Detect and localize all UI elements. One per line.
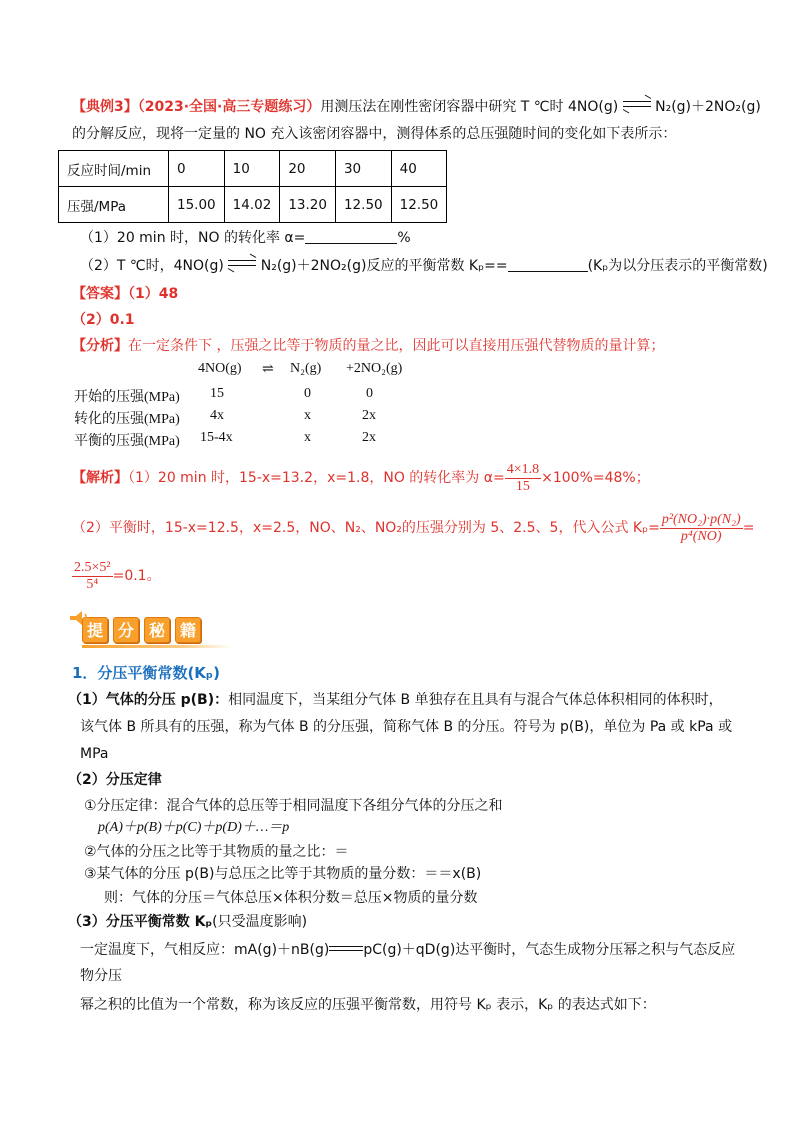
- fraction-numerator: 4×1.8: [506, 461, 540, 477]
- badge-char: 提: [82, 617, 108, 643]
- pressure-time-table: [58, 150, 447, 223]
- table-cell: 40: [391, 151, 447, 187]
- ice-cell: x: [304, 430, 311, 445]
- ice-cell: x: [304, 408, 311, 423]
- solution-tag: 【解析】: [72, 470, 128, 486]
- question-1-text: （1）20 min 时，NO 的转化率 α=: [80, 230, 306, 246]
- answer-2: （2）0.1: [72, 312, 135, 328]
- solution-2-text: （2）平衡时，15-x=12.5，x=2.5，NO、N₂、NO₂的压强分别为 5、2.5、5，代入公式 Kₚ=: [72, 520, 660, 536]
- example-source: （2023·全国·高三专题练习）: [137, 99, 321, 115]
- fraction-denominator: 5⁴: [86, 576, 99, 592]
- ice-cell: 2x: [362, 430, 376, 445]
- table-cell: 反应时间/min: [59, 151, 169, 187]
- table-row-pressure: [59, 187, 447, 223]
- section-p2-line4: ③某气体的分压 p(B)与总压之比等于其物质的量分数：＝＝x(B): [84, 866, 482, 882]
- badge-underline: [82, 645, 232, 648]
- solution-1-text: （1）20 min 时，15-x=13.2，x=1.8，NO 的转化率为 α=: [128, 470, 505, 486]
- section-p2-line2: p(A)＋p(B)＋p(C)＋p(D)＋…＝p: [98, 820, 290, 835]
- table-cell: 13.20: [280, 187, 336, 223]
- section-p2-line5: 则：气体的分压＝气体总压×体积分数＝总压×物质的量分数: [104, 890, 478, 906]
- badge-char: 秘: [144, 617, 170, 643]
- fraction-kp: [660, 512, 743, 545]
- equilibrium-arrow-icon: [228, 257, 256, 269]
- question-2-text-b: N₂(g)＋2NO₂(g)反应的平衡常数 Kₚ==: [260, 258, 508, 274]
- ice-cell: 4x: [210, 408, 224, 423]
- section-p3-head-line: [68, 912, 307, 932]
- section-p2-line1: ①分压定律：混合气体的总压等于相同温度下各组分气体的分压之和: [84, 798, 503, 814]
- answer-blank: [305, 230, 397, 244]
- answer-1: （1）48: [128, 286, 179, 302]
- section-p1-line3: MPa: [80, 746, 109, 762]
- question-1-unit: %: [397, 230, 411, 246]
- ice-cell: 2x: [362, 408, 376, 423]
- table-cell: 14.02: [224, 187, 280, 223]
- section-p3-line3: 幂之积的比值为一个常数，称为该反应的压强平衡常数，用符号 Kₚ 表示，Kₚ 的表达式如下：: [80, 997, 656, 1013]
- section-p3-head: （3）分压平衡常数 Kₚ: [68, 914, 213, 930]
- example-stem-line1: [72, 97, 761, 117]
- fraction: [505, 462, 541, 495]
- section-p1-head: （1）气体的分压 p(B)：: [68, 692, 229, 708]
- answer-line-1: [72, 284, 178, 304]
- section-p3-note: (只受温度影响): [212, 914, 308, 930]
- table-cell: 20: [280, 151, 336, 187]
- fraction: [72, 560, 113, 593]
- ice-header-product-2: +2NO₂(g): [346, 361, 403, 376]
- equilibrium-arrow-icon: [329, 943, 363, 953]
- table-cell: 12.50: [335, 187, 391, 223]
- ice-cell: 15: [210, 386, 224, 401]
- ice-row-label: 平衡的压强(MPa): [74, 434, 180, 449]
- analysis-tag: 【分析】: [72, 338, 128, 354]
- solution-3-result: =0.1。: [112, 568, 161, 584]
- badge-char: 分: [113, 617, 139, 643]
- ice-cell: 15-4x: [200, 430, 233, 445]
- analysis-text: 在一定条件下 ，压强之比等于物质的量之比，因此可以直接用压强代替物质的量计算；: [128, 338, 665, 354]
- table-cell: 12.50: [391, 187, 447, 223]
- section-p1-text: 相同温度下，当某组分气体 B 单独存在且具有与混合气体总体积相同的体积时，: [228, 692, 723, 708]
- ice-cell: 0: [366, 386, 373, 401]
- question-2-text-c: (Kₚ为以分压表示的平衡常数): [587, 258, 768, 274]
- analysis-line: [72, 336, 664, 356]
- equilibrium-arrow-icon: [623, 98, 651, 110]
- section-p2-line3: ②气体的分压之比等于其物质的量之比：＝: [84, 844, 349, 860]
- ice-cell: 0: [304, 386, 311, 401]
- section-p3-text-b: pC(g)＋qD(g)达平衡时，气态生成物分压幂之积与气态反应: [363, 942, 736, 958]
- question-2: [80, 256, 768, 276]
- table-cell: 15.00: [169, 187, 225, 223]
- table-cell: 10: [224, 151, 280, 187]
- fraction-numerator: 2.5×5²: [74, 559, 111, 575]
- speaker-icon: [68, 609, 90, 627]
- table-cell: 0: [169, 151, 225, 187]
- solution-2-eq: =: [742, 520, 755, 536]
- section-p3-line1: [80, 940, 735, 960]
- question-1: [80, 228, 411, 248]
- solution-1-result: ×100%=48%；: [541, 470, 650, 486]
- section-title: 1．分压平衡常数(Kₚ): [72, 664, 220, 682]
- ice-header-product-1: N₂(g): [290, 361, 322, 376]
- tips-badge: [82, 615, 206, 645]
- question-2-text-a: （2）T ℃时，4NO(g): [80, 258, 224, 274]
- example-stem-line2: 的分解反应，现将一定量的 NO 充入该密闭容器中，测得体系的总压强随时间的变化如下表所示：: [72, 126, 677, 142]
- table-cell: 30: [335, 151, 391, 187]
- fraction-denominator: 15: [515, 478, 530, 494]
- solution-line-3: [72, 558, 161, 594]
- answer-tag: 【答案】: [72, 286, 128, 302]
- section-p3-line2: 物分压: [80, 968, 122, 984]
- example-tag: 【典例3】: [72, 99, 138, 115]
- badge-char: 籍: [175, 617, 201, 643]
- ice-header-arrow: ⇌: [262, 362, 274, 377]
- example-stem-b: N₂(g)＋2NO₂(g): [655, 99, 761, 115]
- table-cell: 压强/MPa: [59, 187, 169, 223]
- ice-row-label: 转化的压强(MPa): [74, 412, 180, 427]
- solution-line-2: [72, 510, 754, 546]
- section-p2-head: （2）分压定律: [68, 772, 162, 788]
- answer-blank: [508, 258, 588, 272]
- fraction-denominator: p⁴(NO): [680, 528, 722, 544]
- example-stem-a: 用测压法在刚性密闭容器中研究 T ℃时 4NO(g): [320, 99, 619, 115]
- ice-header-reactant: 4NO(g): [198, 361, 242, 376]
- solution-line-1: [72, 460, 650, 496]
- section-p3-text-a: 一定温度下，气相反应：mA(g)＋nB(g): [80, 942, 330, 958]
- section-p1-line1: [68, 690, 723, 710]
- section-p1-line2: 该气体 B 所具有的压强，称为气体 B 的分压强，简称气体 B 的分压。符号为 p(B)，单位为 Pa 或 kPa 或: [80, 719, 733, 735]
- table-row-time: [59, 151, 447, 187]
- ice-row-label: 开始的压强(MPa): [74, 390, 180, 405]
- fraction-numerator: p²(NO₂)·p(N₂): [661, 511, 741, 527]
